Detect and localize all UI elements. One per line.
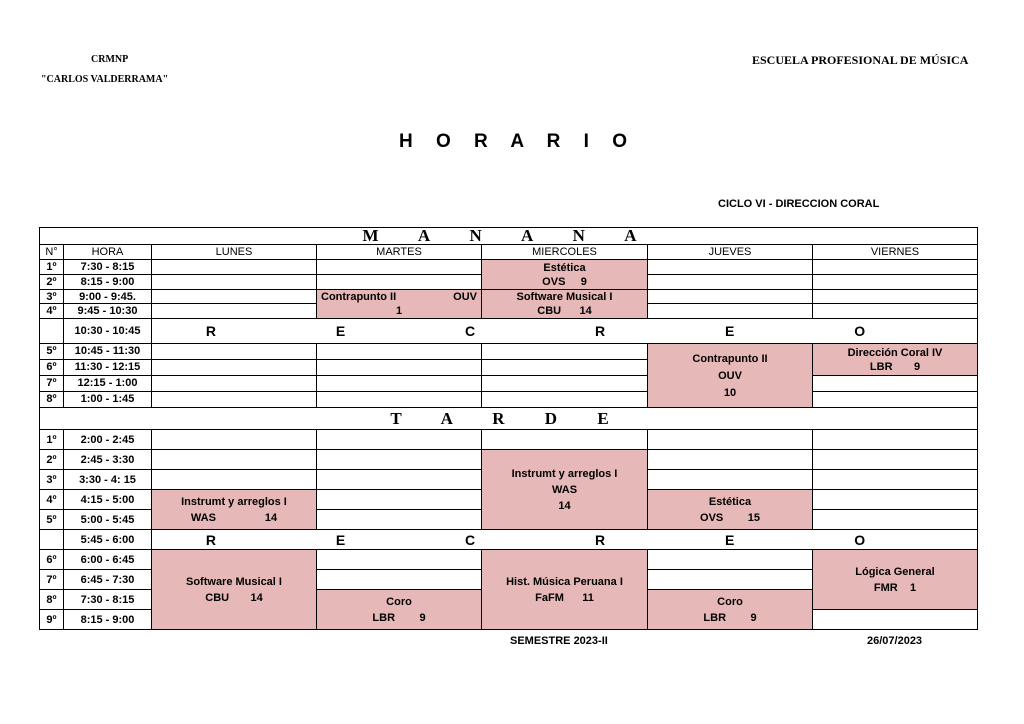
empty-cell (317, 450, 482, 470)
empty-cell (813, 450, 978, 470)
row-number: 6º (40, 360, 64, 376)
empty-cell (813, 470, 978, 490)
empty-cell (813, 304, 978, 319)
row-hour: 6:45 - 7:30 (64, 570, 152, 590)
course-name: Software Musical I (186, 575, 282, 588)
course-name: Estética (708, 495, 752, 508)
row-number: 1º (40, 260, 64, 275)
course-teacher-code: OVS (542, 275, 566, 288)
row-number: 1º (40, 430, 64, 450)
empty-cell (317, 430, 482, 450)
course-teacher-code: FaFM (535, 591, 564, 604)
course-name: Lógica General (855, 565, 935, 578)
empty-cell (152, 470, 317, 490)
course-room: 14 (558, 499, 571, 512)
course-name: Coro (386, 595, 412, 608)
empty-cell (648, 275, 813, 290)
row-number: 7º (40, 376, 64, 392)
empty-cell (317, 360, 482, 376)
course-cell (482, 450, 648, 530)
empty-cell (152, 392, 317, 408)
row-hour: 4:15 - 5:00 (64, 490, 152, 510)
school-name: ESCUELA PROFESIONAL DE MÚSICA (752, 53, 969, 67)
course-room: 9 (419, 611, 426, 624)
course-room: 14 (250, 591, 263, 604)
row-number: 3º (40, 470, 64, 490)
course-cell (482, 290, 648, 319)
empty-cell (152, 304, 317, 319)
empty-cell (813, 430, 978, 450)
date-label: 26/07/2023 (867, 635, 923, 647)
course-room: 14 (264, 511, 278, 524)
course-room: 1 (395, 305, 403, 317)
row-number: 9º (40, 610, 64, 630)
empty-cell (648, 570, 813, 590)
empty-cell (152, 260, 317, 275)
empty-cell (482, 360, 648, 376)
course-teacher-code: WAS (190, 511, 216, 524)
org-short-name: CRMNP (91, 54, 129, 65)
row-number (40, 530, 64, 550)
course-room: 15 (747, 511, 760, 524)
empty-cell (152, 450, 317, 470)
row-hour: 3:30 - 4: 15 (64, 470, 152, 490)
row-number: 6º (40, 550, 64, 570)
empty-cell (482, 430, 648, 450)
empty-cell (482, 344, 648, 360)
empty-cell (317, 470, 482, 490)
row-hour: 9:45 - 10:30 (64, 304, 152, 319)
empty-cell (813, 275, 978, 290)
row-number: 7º (40, 570, 64, 590)
row-number: 4º (40, 304, 64, 319)
course-teacher-code: OUV (453, 291, 477, 303)
row-number (40, 319, 64, 344)
empty-cell (813, 376, 978, 392)
empty-cell (317, 275, 482, 290)
cycle-label: CICLO VI - DIRECCION CORAL (718, 198, 880, 210)
break-row-morning: R E C R E O (152, 319, 978, 344)
course-cell (648, 344, 813, 408)
course-teacher-code: WAS (551, 483, 578, 496)
course-room: 14 (579, 305, 592, 317)
row-hour: 6:00 - 6:45 (64, 550, 152, 570)
section-morning: M A N A N A (40, 228, 978, 245)
course-name: Software Musical I (516, 291, 613, 303)
row-number: 2º (40, 275, 64, 290)
page-title: H O R A R I O (399, 131, 636, 152)
row-hour: 5:00 - 5:45 (64, 510, 152, 530)
break-row-afternoon: R E C R E O (152, 530, 978, 550)
empty-cell (813, 510, 978, 530)
row-hour: 11:30 - 12:15 (64, 360, 152, 376)
empty-cell (317, 344, 482, 360)
empty-cell (813, 260, 978, 275)
course-cell (482, 550, 648, 630)
empty-cell (152, 376, 317, 392)
course-teacher-code: OVS (700, 511, 724, 524)
row-hour: 9:00 - 9:45. (64, 290, 152, 304)
col-header-jueves: JUEVES (648, 245, 813, 260)
row-number: 2º (40, 450, 64, 470)
empty-cell (317, 376, 482, 392)
row-hour: 2:45 - 3:30 (64, 450, 152, 470)
course-teacher-code: OUV (718, 369, 742, 382)
empty-cell (648, 430, 813, 450)
course-room: 1 (909, 581, 917, 594)
course-cell (648, 590, 813, 630)
course-teacher-code: LBR (703, 611, 727, 624)
course-room: 11 (582, 591, 594, 604)
empty-cell (317, 392, 482, 408)
course-name: Coro (717, 595, 743, 608)
empty-cell (317, 570, 482, 590)
course-room: 9 (913, 360, 921, 373)
col-header-lunes: LUNES (152, 245, 317, 260)
empty-cell (648, 290, 813, 304)
course-room: 9 (580, 275, 587, 288)
row-hour: 7:30 - 8:15 (64, 590, 152, 610)
row-hour: 5:45 - 6:00 (64, 530, 152, 550)
empty-cell (648, 470, 813, 490)
col-header-viernes: VIERNES (813, 245, 978, 260)
course-name: Contrapunto II (692, 352, 768, 365)
empty-cell (317, 260, 482, 275)
course-cell (152, 490, 317, 530)
empty-cell (152, 290, 317, 304)
row-hour: 2:00 - 2:45 (64, 430, 152, 450)
empty-cell (317, 550, 482, 570)
row-number: 8º (40, 392, 64, 408)
course-name: Estética (543, 261, 586, 274)
empty-cell (648, 260, 813, 275)
course-name: Instrumt y arreglos I (181, 495, 287, 508)
row-hour: 8:15 - 9:00 (64, 610, 152, 630)
row-hour: 7:30 - 8:15 (64, 260, 152, 275)
empty-cell (648, 450, 813, 470)
course-name: Hist. Música Peruana I (506, 575, 623, 588)
row-number: 4º (40, 490, 64, 510)
empty-cell (317, 490, 482, 510)
col-header-number: N° (40, 245, 64, 260)
row-hour: 10:30 - 10:45 (64, 319, 152, 344)
empty-cell (152, 360, 317, 376)
course-teacher-code: LBR (869, 360, 893, 373)
empty-cell (648, 304, 813, 319)
course-cell (317, 290, 482, 319)
col-header-miercoles: MIERCOLES (482, 245, 648, 260)
row-number: 5º (40, 344, 64, 360)
row-hour: 8:15 - 9:00 (64, 275, 152, 290)
schedule-table (39, 227, 978, 630)
course-room: 10 (723, 386, 737, 399)
course-teacher-code: FMR (873, 581, 898, 594)
course-teacher-code: CBU (205, 591, 230, 604)
semester-label: SEMESTRE 2023-II (510, 635, 608, 647)
course-cell (813, 344, 978, 376)
empty-cell (813, 610, 978, 630)
course-cell (813, 550, 978, 610)
empty-cell (152, 344, 317, 360)
row-number: 3º (40, 290, 64, 304)
org-full-name: "CARLOS VALDERRAMA" (41, 74, 169, 85)
row-hour: 12:15 - 1:00 (64, 376, 152, 392)
row-hour: 1:00 - 1:45 (64, 392, 152, 408)
empty-cell (152, 430, 317, 450)
course-teacher-code: CBU (537, 305, 562, 317)
course-cell (317, 590, 482, 630)
course-cell (482, 260, 648, 290)
course-name: Contrapunto II (321, 291, 397, 303)
empty-cell (482, 392, 648, 408)
row-number: 8º (40, 590, 64, 610)
row-hour: 10:45 - 11:30 (64, 344, 152, 360)
course-name: Dirección Coral IV (847, 346, 943, 359)
course-name: Instrumt y arreglos I (511, 467, 618, 480)
empty-cell (152, 275, 317, 290)
col-header-martes: MARTES (317, 245, 482, 260)
empty-cell (813, 290, 978, 304)
course-teacher-code: LBR (372, 611, 396, 624)
empty-cell (317, 510, 482, 530)
empty-cell (813, 490, 978, 510)
empty-cell (482, 376, 648, 392)
course-room: 9 (750, 611, 757, 624)
empty-cell (813, 392, 978, 408)
section-afternoon: T A R D E (40, 408, 978, 430)
course-cell (152, 550, 317, 630)
col-header-hora: HORA (64, 245, 152, 260)
row-number: 5º (40, 510, 64, 530)
course-cell (648, 490, 813, 530)
empty-cell (648, 550, 813, 570)
